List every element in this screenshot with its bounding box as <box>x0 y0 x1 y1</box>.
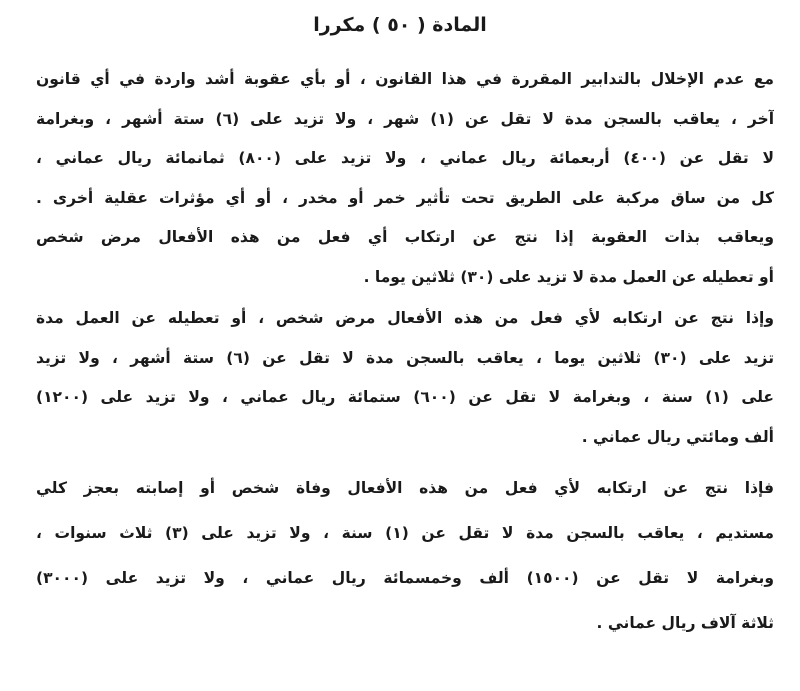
text-line: مستديم ، يعاقب بالسجن مدة لا تقل عن (١) سنة ، ولا تزيد على (٣) ثلاث سنوات ، <box>36 524 774 542</box>
article-title: المادة ( ٥٠ ) مكررا <box>313 14 487 36</box>
text-line: وبغرامة لا تقل عن (١٥٠٠) ألف وخمسمائة ريال عماني ، ولا تزيد على (٣٠٠٠) <box>36 569 774 587</box>
text-line: أو تعطيله عن العمل مدة لا تزيد على (٣٠) ثلاثين يوما . <box>363 267 774 286</box>
text-line: ويعاقب بذات العقوبة إذا نتج عن ارتكاب أي فعل من هذه الأفعال مرض شخص <box>36 228 774 247</box>
text-line: ثلاثة آلاف ريال عماني . <box>596 614 774 632</box>
paragraph-1 <box>36 60 774 298</box>
text-line: مع عدم الإخلال بالتدابير المقررة في هذا القانون ، أو بأي عقوبة أشد واردة في أي قانون <box>36 70 774 88</box>
text-line: على (١) سنة ، وبغرامة لا تقل عن (٦٠٠) ستمائة ريال عماني ، ولا تزيد على (١٢٠٠) <box>36 388 774 407</box>
text-line: فإذا نتج عن ارتكابه لأي فعل من هذه الأفعال وفاة شخص أو إصابته بعجز كلي <box>36 479 774 497</box>
paragraph-2 <box>36 299 774 457</box>
text-line: آخر ، يعاقب بالسجن مدة لا تقل عن (١) شهر ، ولا تزيد على (٦) ستة أشهر ، وبغرامة <box>36 109 774 128</box>
text-line: لا تقل عن (٤٠٠) أربعمائة ريال عماني ، ولا تزيد على (٨٠٠) ثمانمائة ريال عماني ، <box>36 149 774 168</box>
text-line: تزيد على (٣٠) ثلاثين يوما ، يعاقب بالسجن مدة لا تقل عن (٦) ستة أشهر ، ولا تزيد <box>36 348 774 367</box>
paragraph-3 <box>36 466 774 646</box>
text-line: وإذا نتج عن ارتكابه لأي فعل من هذه الأفعال مرض شخص ، أو تعطيله عن العمل مدة <box>36 309 774 327</box>
text-line: كل من ساق مركبة على الطريق تحت تأثير خمر أو مخدر ، أو أي مؤثرات عقلية أخرى . <box>36 188 774 207</box>
text-line: ألف ومائتي ريال عماني . <box>581 427 774 446</box>
